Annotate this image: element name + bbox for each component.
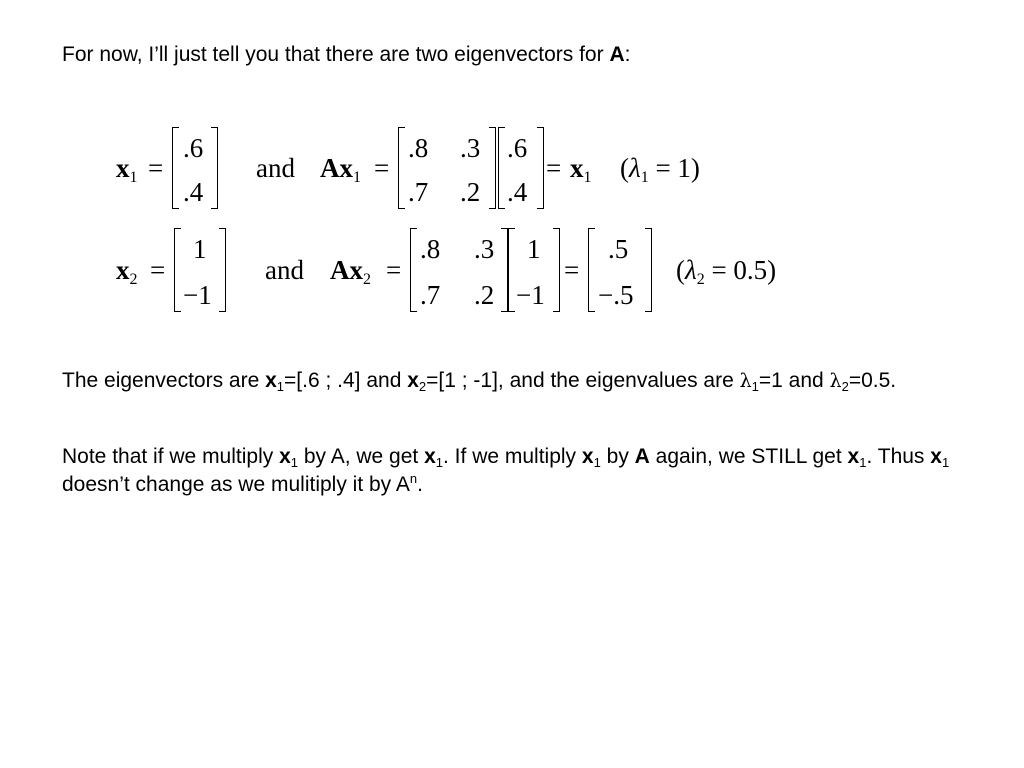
eigenvalue-1: $(\lambda_1 = 1)$ bbox=[620, 153, 700, 186]
matrix-cell: .7 bbox=[408, 177, 429, 207]
matrix-a bbox=[398, 127, 496, 209]
x1-result: $x_1$ bbox=[570, 153, 592, 186]
equals-sign: = bbox=[150, 255, 166, 285]
vector-cell: 1 bbox=[193, 234, 207, 264]
eigen-summary-paragraph: The eigenvectors are $x_1=[.6$ ; .4] and $x_2=[1$ ; -1], and the eigenvalues are $\lambda_1=1$ and $\lambda_2=0.5$. bbox=[62, 369, 897, 394]
x1-label: $x_1$ bbox=[116, 153, 138, 186]
vector-cell: .4 bbox=[507, 177, 528, 207]
intro-matrix-a: A bbox=[609, 43, 625, 66]
matrix-cell: .8 bbox=[408, 133, 429, 163]
matrix-cell: .2 bbox=[460, 177, 481, 207]
equals-sign: = bbox=[374, 153, 390, 183]
vector-cell: .6 bbox=[507, 133, 528, 163]
equals-sign: = bbox=[148, 153, 164, 183]
vector-x1 bbox=[172, 127, 218, 209]
matrix-cell: .8 bbox=[420, 234, 441, 264]
and-text: and bbox=[265, 255, 304, 285]
intro-sentence bbox=[62, 42, 630, 68]
and-text: and bbox=[256, 153, 295, 183]
matrix-cell: .7 bbox=[420, 280, 441, 310]
matrix-cell: .3 bbox=[474, 234, 495, 264]
vector-x2 bbox=[174, 228, 226, 312]
vector-cell: .4 bbox=[183, 177, 204, 207]
matrix-cell: .3 bbox=[460, 133, 481, 163]
intro-text: For now, I’ll just tell you that there are two eigenvectors for bbox=[62, 43, 610, 66]
vector-cell: −.5 bbox=[598, 280, 634, 310]
eigenvalue-2: $(\lambda_2 = 0.5)$ bbox=[676, 255, 777, 288]
note-paragraph: Note that if we multiply $x_1$ by A, we get $x_1$. If we multiply $x_1$ by A again, we STILL get $x_1$. Thus $x_1$ doesn’t change as we mulitiply it by $A^n$. bbox=[62, 445, 950, 496]
result-vector bbox=[588, 228, 652, 312]
vector-x2-multiplied bbox=[508, 228, 560, 312]
matrix-a bbox=[410, 228, 508, 312]
ax2-label: $Ax_2$ bbox=[330, 255, 371, 288]
x2-label: $x_2$ bbox=[116, 255, 138, 288]
equals-sign: = bbox=[386, 255, 402, 285]
equals-sign: = bbox=[564, 255, 580, 285]
vector-cell: 1 bbox=[527, 234, 541, 264]
equals-sign: = bbox=[546, 153, 562, 183]
vector-x1-multiplied bbox=[498, 127, 544, 209]
intro-colon: : bbox=[624, 43, 631, 66]
vector-cell: −1 bbox=[516, 280, 545, 310]
matrix-cell: .2 bbox=[474, 280, 495, 310]
vector-cell: .6 bbox=[183, 133, 204, 163]
vector-cell: .5 bbox=[608, 234, 629, 264]
ax1-label: $Ax_1$ bbox=[320, 153, 361, 186]
vector-cell: −1 bbox=[183, 280, 212, 310]
